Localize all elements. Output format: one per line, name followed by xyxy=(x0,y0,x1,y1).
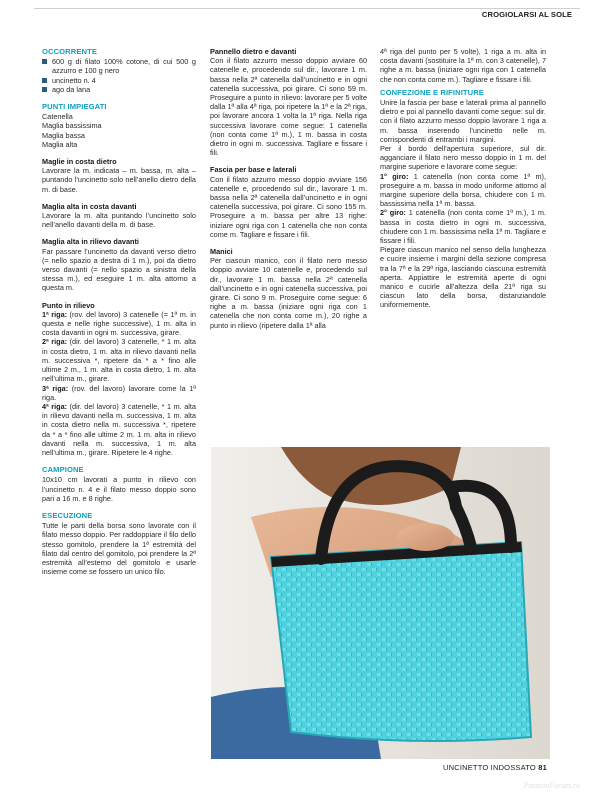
list-item: 600 g di filato 100% cotone, di cui 500 g azzurro e 100 g nero xyxy=(42,57,196,75)
bag-body xyxy=(271,542,531,741)
crochet-bag-illustration xyxy=(211,447,550,759)
subheading: Maglie in costa dietro xyxy=(42,157,117,167)
list-item: ago da lana xyxy=(42,85,196,94)
paragraph: 1° giro: 1 catenella (non conta come 1ª m), proseguire a m. bassa in modo uniforme attorno al margine superiore della borsa, chiudere con 1 m. bassissima nella 1ª m. bassa. xyxy=(380,171,546,209)
subheading: Maglia alta in rilievo davanti xyxy=(42,237,139,247)
subheading: Pannello dietro e davanti xyxy=(210,47,297,56)
paragraph: Lavorare la m. indicata – m. bassa, m. alta – puntando l’uncinetto solo nell’anello dietro della m. di base. xyxy=(42,166,196,194)
heading-campione: CAMPIONE xyxy=(42,465,84,475)
page-footer: UNCINETTO INDOSSATO 81 xyxy=(442,763,547,772)
page-number: 81 xyxy=(538,763,547,772)
square-bullet-icon xyxy=(42,78,47,83)
paragraph: Con il filato azzurro messo doppio avviare 60 catenelle e, procedendo sul dir., lavorare 1 m. bassa nella 2ª catenella dall’uncinetto e in ogni catenella successiva, poi girare. Ci sono 59 m. Proseguire a punto in rilievo: lavorare per 5 volte dalla 1ª alla 4ª riga, poi ripetere la 1ª e la 2ª riga, poi lavorare ancora 1 volta la 1ª riga. Nella riga successiva lavorare come segue: 1 catenella (non conta come 1ª m.), 1 m. bassa in costa dietro in ogni m. successiva. Tagliare e fissare i fili. xyxy=(210,56,367,158)
list-item: Maglia bassissima xyxy=(42,121,102,131)
paragraph: 2ª riga: (dir. del lavoro) 3 catenelle, * 1 m. alta in costa dietro, 1 m. alta in rilievo davanti nella m. successiva *, ripetere da * a * fino alle ultime 2 m., 1 m. alta in costa dietro, 1 m. alta nell’ultima m., girare. xyxy=(42,337,196,384)
list-item: uncinetto n. 4 xyxy=(42,76,196,85)
watermark: PassionForum.ru xyxy=(523,781,580,790)
subheading: Punto in rilievo xyxy=(42,300,95,310)
hand xyxy=(398,523,454,551)
square-bullet-icon xyxy=(42,59,47,64)
column-1 xyxy=(42,47,196,576)
square-bullet-icon xyxy=(42,87,47,92)
subheading: Manici xyxy=(210,247,233,257)
subheading: Fascia per base e laterali xyxy=(210,165,297,175)
paragraph: 3ª riga: (rov. del lavoro) lavorare come la 1ª riga. xyxy=(42,383,196,402)
paragraph: Far passare l’uncinetto da davanti verso dietro (= nello spazio a destra di 1 m.), poi da dietro verso davanti (= nello spazio a sinistra della stessa m.), ed eseguire 1 m. alta attorno a questa m. xyxy=(42,246,196,293)
paragraph: 4ª riga: (dir. del lavoro) 3 catenelle, * 1 m. alta in rilievo davanti nella m. successiva, 1 m. alta in costa dietro nella m. successiva *, ripetere da * a * fino alle ultime 2 m. 1 m. alta in rilievo davanti nella m. successiva, 1 m. alta nell’ultima m., girare. Ripetere le 4 righe. xyxy=(42,401,196,457)
paragraph: 10x10 cm lavorati a punto in rilievo con l’uncinetto n. 4 e il filato messo doppio sono pari a 16 m. e 8 righe. xyxy=(42,475,196,503)
list-item: Maglia bassa xyxy=(42,130,85,140)
heading-punti: PUNTI IMPIEGATI xyxy=(42,102,107,112)
paragraph: 4ª riga del punto per 5 volte), 1 riga a m. alta in costa davanti (sostituire la 1ª m. con 3 catenelle), 7 righe a m. bassa (iniziare ogni riga con 1 catenella che non conta come m.). Tagliare e fissare i fili. xyxy=(380,47,546,84)
header-rule xyxy=(34,8,580,9)
paragraph: Piegare ciascun manico nel senso della lunghezza e cucire insieme i margini della sezione compresa tra la 7ª e la 29ª riga, lasciando ciascuna estremità aperta. Appiattire le estremità aperte di ogni manico e cucirle all’altezza della 21ª riga su ciascun lato della borsa, distanziandole uniformemente. xyxy=(380,245,546,310)
paragraph: Tutte le parti della borsa sono lavorate con il filato messo doppio. Per raddoppiare il filo dello stesso gomitolo, prendere la 1ª estremità del filato dal centro del gomitolo, poi prendere la 2ª estremità all’esterno del gomitolo e usarle insieme come se fossero un unico filo. xyxy=(42,521,196,577)
paragraph: Per il bordo dell’apertura superiore, sul dir. agganciare il filato nero messo doppio in 1 m. del margine superiore e lavorare come segue: xyxy=(380,144,546,172)
list-item: Catenella xyxy=(42,112,73,122)
paragraph: Con il filato azzurro messo doppio avviare 156 catenelle e, procedendo sul dir., lavorare 1 m. bassa nella 2ª catenella dall’uncinetto e in ogni catenella successiva, poi girare. Ci sono 155 m. Proseguire a m. bassa per altre 13 righe: iniziare ogni riga con 1 catenella che non conta come m. Tagliare e fissare i fili. xyxy=(210,174,367,239)
heading-occorrente: OCCORRENTE xyxy=(42,47,98,56)
subheading: Maglia alta in costa davanti xyxy=(42,201,137,211)
column-3 xyxy=(380,47,546,310)
paragraph: Per ciascun manico, con il filato nero messo doppio avviare 10 catenelle e, procedendo sul dir., lavorare 1 m. bassa nella 2ª catenella dall’uncinetto e in ogni catenella successiva, poi girare. Ci sono 9 m. Proseguire come segue: 6 righe a m. bassa (iniziare ogni riga con 1 catenella che non conta come m.), 20 righe a punto in rilievo (ripetere dalla 1ª alla xyxy=(210,256,367,330)
heading-esecuzione: ESECUZIONE xyxy=(42,510,93,520)
paragraph: Lavorare la m. alta puntando l’uncinetto solo nell’anello davanti della m. di base. xyxy=(42,211,196,230)
list-item: Maglia alta xyxy=(42,139,78,149)
heading-confezione: CONFEZIONE E RIFINITURE xyxy=(380,87,484,97)
paragraph: 2° giro: 1 catenella (non conta come 1ª m.), 1 m. bassa in costa dietro in ogni m. successiva, chiudere con 1 m. bassissima nella 1ª m. Tagliare e fissare i fili. xyxy=(380,208,547,246)
bag-photo xyxy=(211,447,550,759)
paragraph: 1ª riga: (rov. del lavoro) 3 catenelle (= 1ª m. in questa e nelle righe successive), 1 m. alta in costa davanti in ogni m. successiva, girare. xyxy=(42,309,196,338)
section-header: CROGIOLARSI AL SOLE xyxy=(481,10,572,19)
paragraph: Unire la fascia per base e laterali prima al pannello dietro e poi al pannello davanti come segue: sul dir. con il filato azzurro messo doppio lavorare 1 riga a m. bassa inserendo l’uncinetto nelle m. corrispondenti di entrambi i margini. xyxy=(380,98,546,144)
column-2 xyxy=(210,47,367,330)
